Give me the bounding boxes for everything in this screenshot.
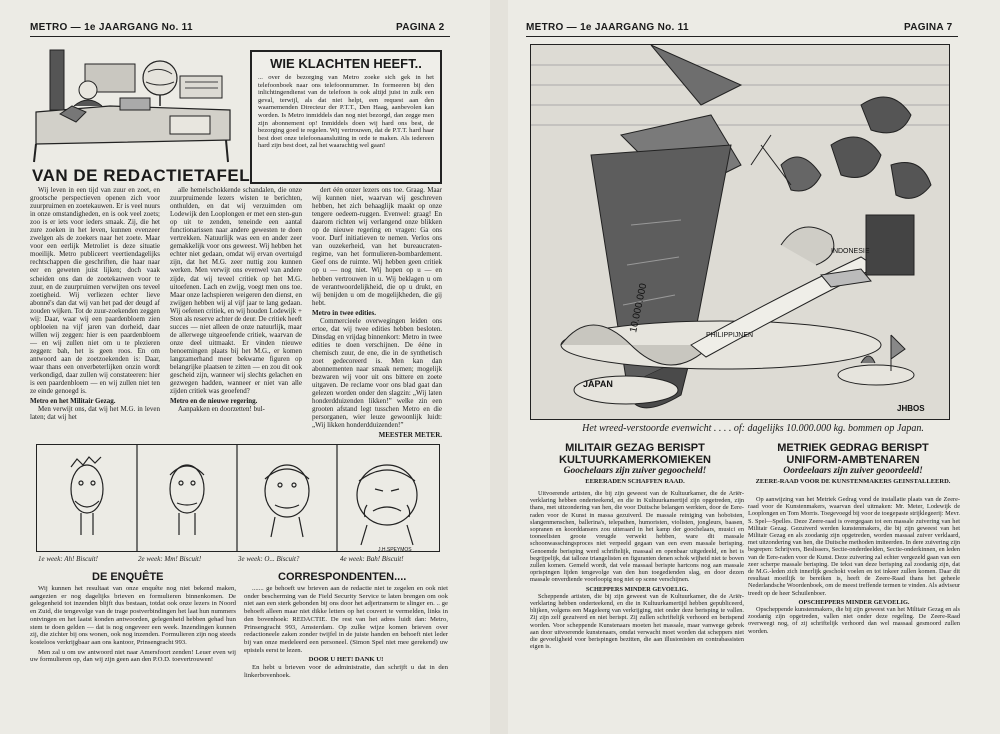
article-2-text-2: Opscheppende kunstenmakers, die bij zijn geweest van het Militair Gezag en als zoodanig zijn opgetreden, vallen niet onder deze regeling. De Zeere-Raad overweegt nog, of zij schriftelijk verhoord dan wel massaal gesmoord zullen worden. xyxy=(748,606,960,635)
editorial-col1-tail: Men verwijt ons, dat wij het M.G. in leven laten; dat wij het xyxy=(30,405,160,422)
complaints-box xyxy=(250,50,442,184)
article-1-headline xyxy=(530,442,740,485)
article-2-headline xyxy=(746,442,960,485)
left-page xyxy=(0,0,490,734)
right-page xyxy=(508,0,1000,734)
editorial-column-2 xyxy=(170,186,302,438)
editorial-signature: MEESTER METER. xyxy=(378,431,442,438)
running-header-left-right: METRO — 1e JAARGANG No. 11 xyxy=(526,22,689,33)
comic-strip xyxy=(36,444,440,552)
article-1-kicker: EERERADEN SCHAFFEN RAAD. xyxy=(585,478,685,485)
article-1-subtitle: Goochelaars zijn zuiver gegoocheld! xyxy=(563,466,707,476)
enquete-tail: Men zal u om uw antwoord niet naar Amersfoort zenden! Leuer even wij uw formulieren op, dan wij zijn geen aan den P.O.D. toevertrouwen! xyxy=(30,648,236,664)
editorial-col3-subhead: Metro in twee edities. xyxy=(312,308,377,317)
enquete-title: DE ENQUÊTE xyxy=(92,571,164,583)
strip-caption-2: 2e week: Mm! Biscuit! xyxy=(138,555,202,563)
article-1-title-1: MILITAIR GEZAG BERISPT xyxy=(565,442,705,454)
article-1-body xyxy=(530,490,744,692)
correspondents-title: CORRESPONDENTEN.... xyxy=(278,571,407,583)
page-number: PAGINA 2 xyxy=(396,22,445,33)
header-rule xyxy=(30,36,450,37)
enquete-body: Wij kunnen het resultaat van onze enquête nog niet bekend maken, aangezien er nog dagelijks brieven en formulieren binnenkomen. De gelegenheid tot inzenden blijft dus bestaan, totdat ook onze lezers in Noord en Zuid, die tengevolge van de trage postverbindingen het laat hun nummers ontvingen en het laatst konden antwoorden, gelegenheid hebben gehad hun stem te doen gelden — dat is nog ongeveer een week. Inzendingen kunnen zij, die zichter bij ons wonen, ook nog inzenden. Formulieren zijn nog steeds kosteloos verkrijgbaar aan ons kantoor, Prinsengracht 993. xyxy=(30,585,236,646)
article-1-text-2: Scheppende artisten, die bij zijn geweest van de Kultuurkamer, die de Ariër-verklaring hebben onderteekend, en die in Kultuurkamertijd hebben gepubliceerd, blijken, volgens een Mageleerg van verkrijging, niet onder deze berisping te vallen. Zij zijn zelf gezuiverd en niet berispt. Zij zullen schriftelijk verhoord en berispend worden. Voor scheppende Kunstenaars moeten het massale, maar vanwege gebrek aan door uitvoerende kunstenaars, omdat verwacht moet worden dat scheppers niet die gevoeligheid voor berispingen bezitten, die aan illusionisten en contrabassisten eigen is. xyxy=(530,592,744,651)
indonesia-label: INDONESIE xyxy=(831,248,870,255)
running-header-left: METRO — 1e JAARGANG No. 11 xyxy=(30,22,193,33)
article-2-kicker: ZEERE-RAAD VOOR DE KUNSTENMAKERS GEINSTALLEERD. xyxy=(755,478,951,485)
editorial-column-3 xyxy=(312,186,442,438)
complaints-body: ... over de bezorging van Metro zoeke sich gek in het telefoonboek naar ons telefoonnummer. In formeeren bij den inlichtingendienst van de telefoon is ook altijd juist in zulk een geval, terwijl, als dat niet helpt, een request aan den waarnemenden Directeur der P.T.T., Den Haag, aanbevolen kan worden. Is Metro inmiddels dan nog niet bezorgd, dan zegge men zijn abonnement op! Inmiddels doen wij hard ons best, de bezorging goed te regelen. Wij vertrouwen, dat de P.T.T. hard haar best doet onze telefoonaansluiting in orde te maken. Als iedereen hard zijn best doet, zal het waarachtig wel gaan! xyxy=(258,74,434,150)
enquete-column xyxy=(30,585,236,685)
editorial-column-1 xyxy=(30,186,160,438)
desk-illustration xyxy=(30,44,238,164)
strip-artist: J.H.SPEYMOS xyxy=(378,547,412,553)
article-2-body xyxy=(748,496,960,692)
japan-label: JAPAN xyxy=(583,379,613,389)
strip-caption-3: 3e week: O... Biscuit? xyxy=(238,555,300,563)
editorial-col2-text: alle hemelschokkende schandalen, die onze zuurpruimende lezers wisten te berichten, onthulden, en dat wij verzuimden om Lodewijk den Looplongen er met een sten-gun op uit te zenden, teneinde een aantal functionarissen naar andere gewesten te doen vertrekken. Natuurlijk was een en ander zeer gemakkelijk voor ons geweest. Wij hebben het echter niet gedaan, omdat wij ervan overtuigd zijn, dat het M.G. zeer nuttig zou kunnen werken. Men verwijt ons evenwel van andere zijde, dat wij teveel critiek op het M.G. uitoefenen. Lach en zwijg, voegt men ons toe. Maar onze lachspieren weigeren den dienst, en zwijgen hebben wij al vijf jaar te lang gedaan. Wij oefenen critiek, en wij houden Lodewijk + Sten als reserve achter de deur. De critiek heeft succes — niet alleen de onze natuurlijk, maar de allerwege uitgeoefende critiek, waarvan de onze deel uitmaakt. Er vinden nieuwe benoemingen plaats bij het M.G., er komen langzamerhand meer bekwame figuren op belangrijke plaatsen te zitten — en zou dit ook gescheid zijn, wanneer wij slechts gelachen en gezwegen hadden, wanneer er niet van alle zijden critiek was geoefend? xyxy=(170,186,302,396)
cartoon-signature: JHBOS xyxy=(897,404,925,413)
editorial-col2-tail: Aanpakken en doorzetten! bul- xyxy=(178,405,265,414)
page-gutter xyxy=(490,0,508,734)
article-2-title-1: METRIEK GEDRAG BERISPT xyxy=(777,442,929,454)
article-2-title-2: UNIFORM-AMBTENAREN xyxy=(786,454,920,466)
bomb-cartoon xyxy=(530,44,950,420)
editorial-col3-text: dert één onzer lezers ons toe. Graag. Maar wij kunnen niet, waarvan wij geschreven hebben, het zich behaaglijk maakt op onze tengere oedeem-ruggen. Evenwel: graag! En daarom richten wij verlangend onze blikken op de nieuwe regering en vragen: Ga ons voor. Durf initiatieven te nemen. Verlos ons van ouzekerheid, van het bureaucraten-regime, van het formulieren-bombardement. Geef ons de ruimte. Wij hebben geen critiek op u — nog niet. Wij hopen op u — en hebben vertrouwen in u. Wij beklagen u om de verantwoordelijkheid, die op u drukt, en wij benijden u om de mogelijkheden, die gij hebt. xyxy=(312,186,442,307)
cartoon-caption: Het wreed-verstoorde evenwicht . . . . of: dagelijks 10.000.000 kg. bommen op Japan. xyxy=(582,423,924,434)
correspondents-column xyxy=(244,585,448,691)
correspondents-tail: En hebt u brieven voor de administratie, dan schrijft u dat in den linkerbovenhoek. xyxy=(244,664,448,679)
editorial-col1-text: Wij leven in een tijd van zuur en zoet, en grootsche perspectieven openen zich voor zuurpruimen en zoetekauwen. Er is veel nuurs in onze omstandigheden, en is ook veel zoets; zoo is er iets voor ieders smaak. Zij, die het zure zoeken in het leven, kunnen evenzeer zwelgen als de zoekers naar het zoete. Maar voor een eerlijk Metroliet is deze situatie moeilijk. Metro publiceert veertiendagelijks rechtschappen die geschriften, die haar naar eer en geweten juist lijken; doch vaak scheiden ons dan de zoetekauwen voor te zuur, en de zuurpruimen verwijten ons teveel zoetigheid. Wij verliezen echter lieve abonné's dan dat wij van het pad der deugd af zouden wijken. Tot de zuur-zoekenden zeggen wij: Daar, waar wij een paardenbloem zien opbloeien na vijf jaren van dorheid, daar willen wij zeggen: hier is een paardenbloem — en wij zullen niet om u te plezieren zeggen: bah, het is geen roos. En om antwoord aan de zoetzoekenden is: Daar, waar thans een onverbeterlijken onzin wordt verkondigd, daar zullen wij constateeren: hier is een paardenbloem — en wij zullen niet ten ze einde genoegd is. xyxy=(30,186,160,396)
bomb-label: 10.000.000 xyxy=(628,282,650,334)
strip-caption-4: 4e week: Bah! Biscuit! xyxy=(340,555,404,563)
editorial-col1-subhead: Metro en het Militair Gezag. xyxy=(30,397,116,406)
complaints-title: WIE KLACHTEN HEEFT.. xyxy=(270,56,422,71)
article-1-text: Uitvoerende artisten, die bij zijn geweest van de Kultuurkamer, die de Ariër-verklaring hebben onderteekend, en die in Kultuurkamertijd zijn opgetreden, zijn thans, met uitzondering van hen, die voor Duitsche belangen werkten, door de Eere-raden voor de Kunst in massa gezuiverd. De massale reiniging van hoboïsten, slangenmenschen, ballerina's, telepathen, humoristen, violisten, jongleurs, baasen, sopranen en koorddansers zou uiteraard in het kamp der goochelaars, musici en tooneelisten groote vreugde verwekt hebben, ware dit massale schoonwasschingsproces niet verpeeld gegaan van een even massale berisping. Genoemde berisping werd schriftelijk, massaal en openbaar uitgedeeld, en het is begrijpelijk, dat talloze triangelisten en figuranten denen schok wijheid niet te boven zullen komen. Gemeld wordt, dat vele massaal berispte hartcons nog aan massale oprispingen lijden tengevolge van den hun toegedienden slag, en door dezen massale onverdiende voorloopig nog niet op scene verschijnen. xyxy=(530,490,744,584)
article-1-subhead: SCHEPPERS MINDER GEVOELIG. xyxy=(585,585,689,593)
article-2-text: Op aanwijzing van het Metriek Gedrag vond de installatie plaats van de Zeere-raad voor de Kunstenmakers, waarvan deel uitmaken: Mr. Meter, Lodewijk de Looplongen en Tom Morris. Toegevoegd bij voor de toegepaste strijklegeerij: Mevr. S. Spel—Spelles. Deze Zeere-raad is overgegaan tot een massale zuivering van het Militair Gezag. Gezuiverd werden kunstenmakers, die bij zijn geweest van het Militair Gezag en als zoodanig zijn opgetreden, worden massaal zuiver verklaard, met uitzondering van hen, die Duitsche methoden imiteerden. In dere zuivering zijn begrepen: Schrijvers, Beslissers, Sectie-onderdeelden, Sectie-onderkinnen, en leden van de Eere-raden voor de Kunst. Deze zuivering zal echter vergezeld gaan van een zeer scherpe massale berisping. De tekst van deze berisping zal zoodanig zijn, dat de M.G.-leden zich innerlijk geschokt voelen en tot inkeer zullen komen. Daar dit resultaat moeilijk te bereiken is, heeft de Zeere-Raad thans het geheele Nederlandsche Woordenboek, om de meest treffende termen te vinden. Als adviseur treedt op de heer Schuilenboer. xyxy=(748,496,960,597)
correspondents-thanks: DOOR U HET! DANK U! xyxy=(308,656,384,664)
correspondents-body: ....... ge behoeft uw brieven aan de redactie niet te zegelen en ook niet onder bescherming van de Field Security Service te laten brengen om ook niet aan een sterk gebonden bij ons door het adjertransrm te slinger en. .. ge behoeft alleen maar niet dikke letters op het couvert te vermelden, links in den bovenhoek: REDACTIE. De rest van het adres luidt dan: Metro, Prinsengracht 993, Amsterdam. Op zulke wijze komen brieven over redactioneele zaken zonder twijfel in de juiste handen en behoeft niet leder bij van onze medeleerd een personeel. (Simon Spel niet mee gerekend) uw epistels eerst te lezen. xyxy=(244,585,448,654)
article-2-subtitle: Oordeelaars zijn zuiver geoordeeld! xyxy=(783,466,923,476)
page-number-right: PAGINA 7 xyxy=(904,22,953,33)
strip-caption-1: 1e week: Ah! Biscuit! xyxy=(38,555,98,563)
editorial-col3-body: Commercieele overwegingen leiden ons ertoe, dat wij twee edities hebben besloten. Dinsdag en vrijdag binnenkort: Metro in twee edities te doen verschijnen. De ééne in chemisch zuur, de ene, die in de synthetisch zoet gedecoreerd is. Men kan dan abonnementen naar smaak nemen; mogelijk bezwaren wij voor uit ons bittere en zoete uitgaven. De reclame voor ons blad gaat dan gelezen worden onder den slagzin: „Wij laten honderdduizenden likken!” welke zin een grooten afstand legt tusschen Metro en die persorganen, wier leuze gewoonlijk luidt: „Wij likken honderdduizenden!” xyxy=(312,316,442,430)
article-1-title-2: KULTUURKAMERKOMIEKEN xyxy=(559,454,711,466)
editorial-col2-subhead: Metro en de nieuwe regering. xyxy=(170,397,258,406)
editorial-title: VAN DE REDACTIETAFEL xyxy=(32,166,251,185)
article-2-subhead: OPSCHEPPERS MINDER GEVOELIG. xyxy=(798,598,910,606)
header-rule-right xyxy=(526,36,958,37)
philippines-label: PHILIPPIJNEN xyxy=(706,332,754,339)
